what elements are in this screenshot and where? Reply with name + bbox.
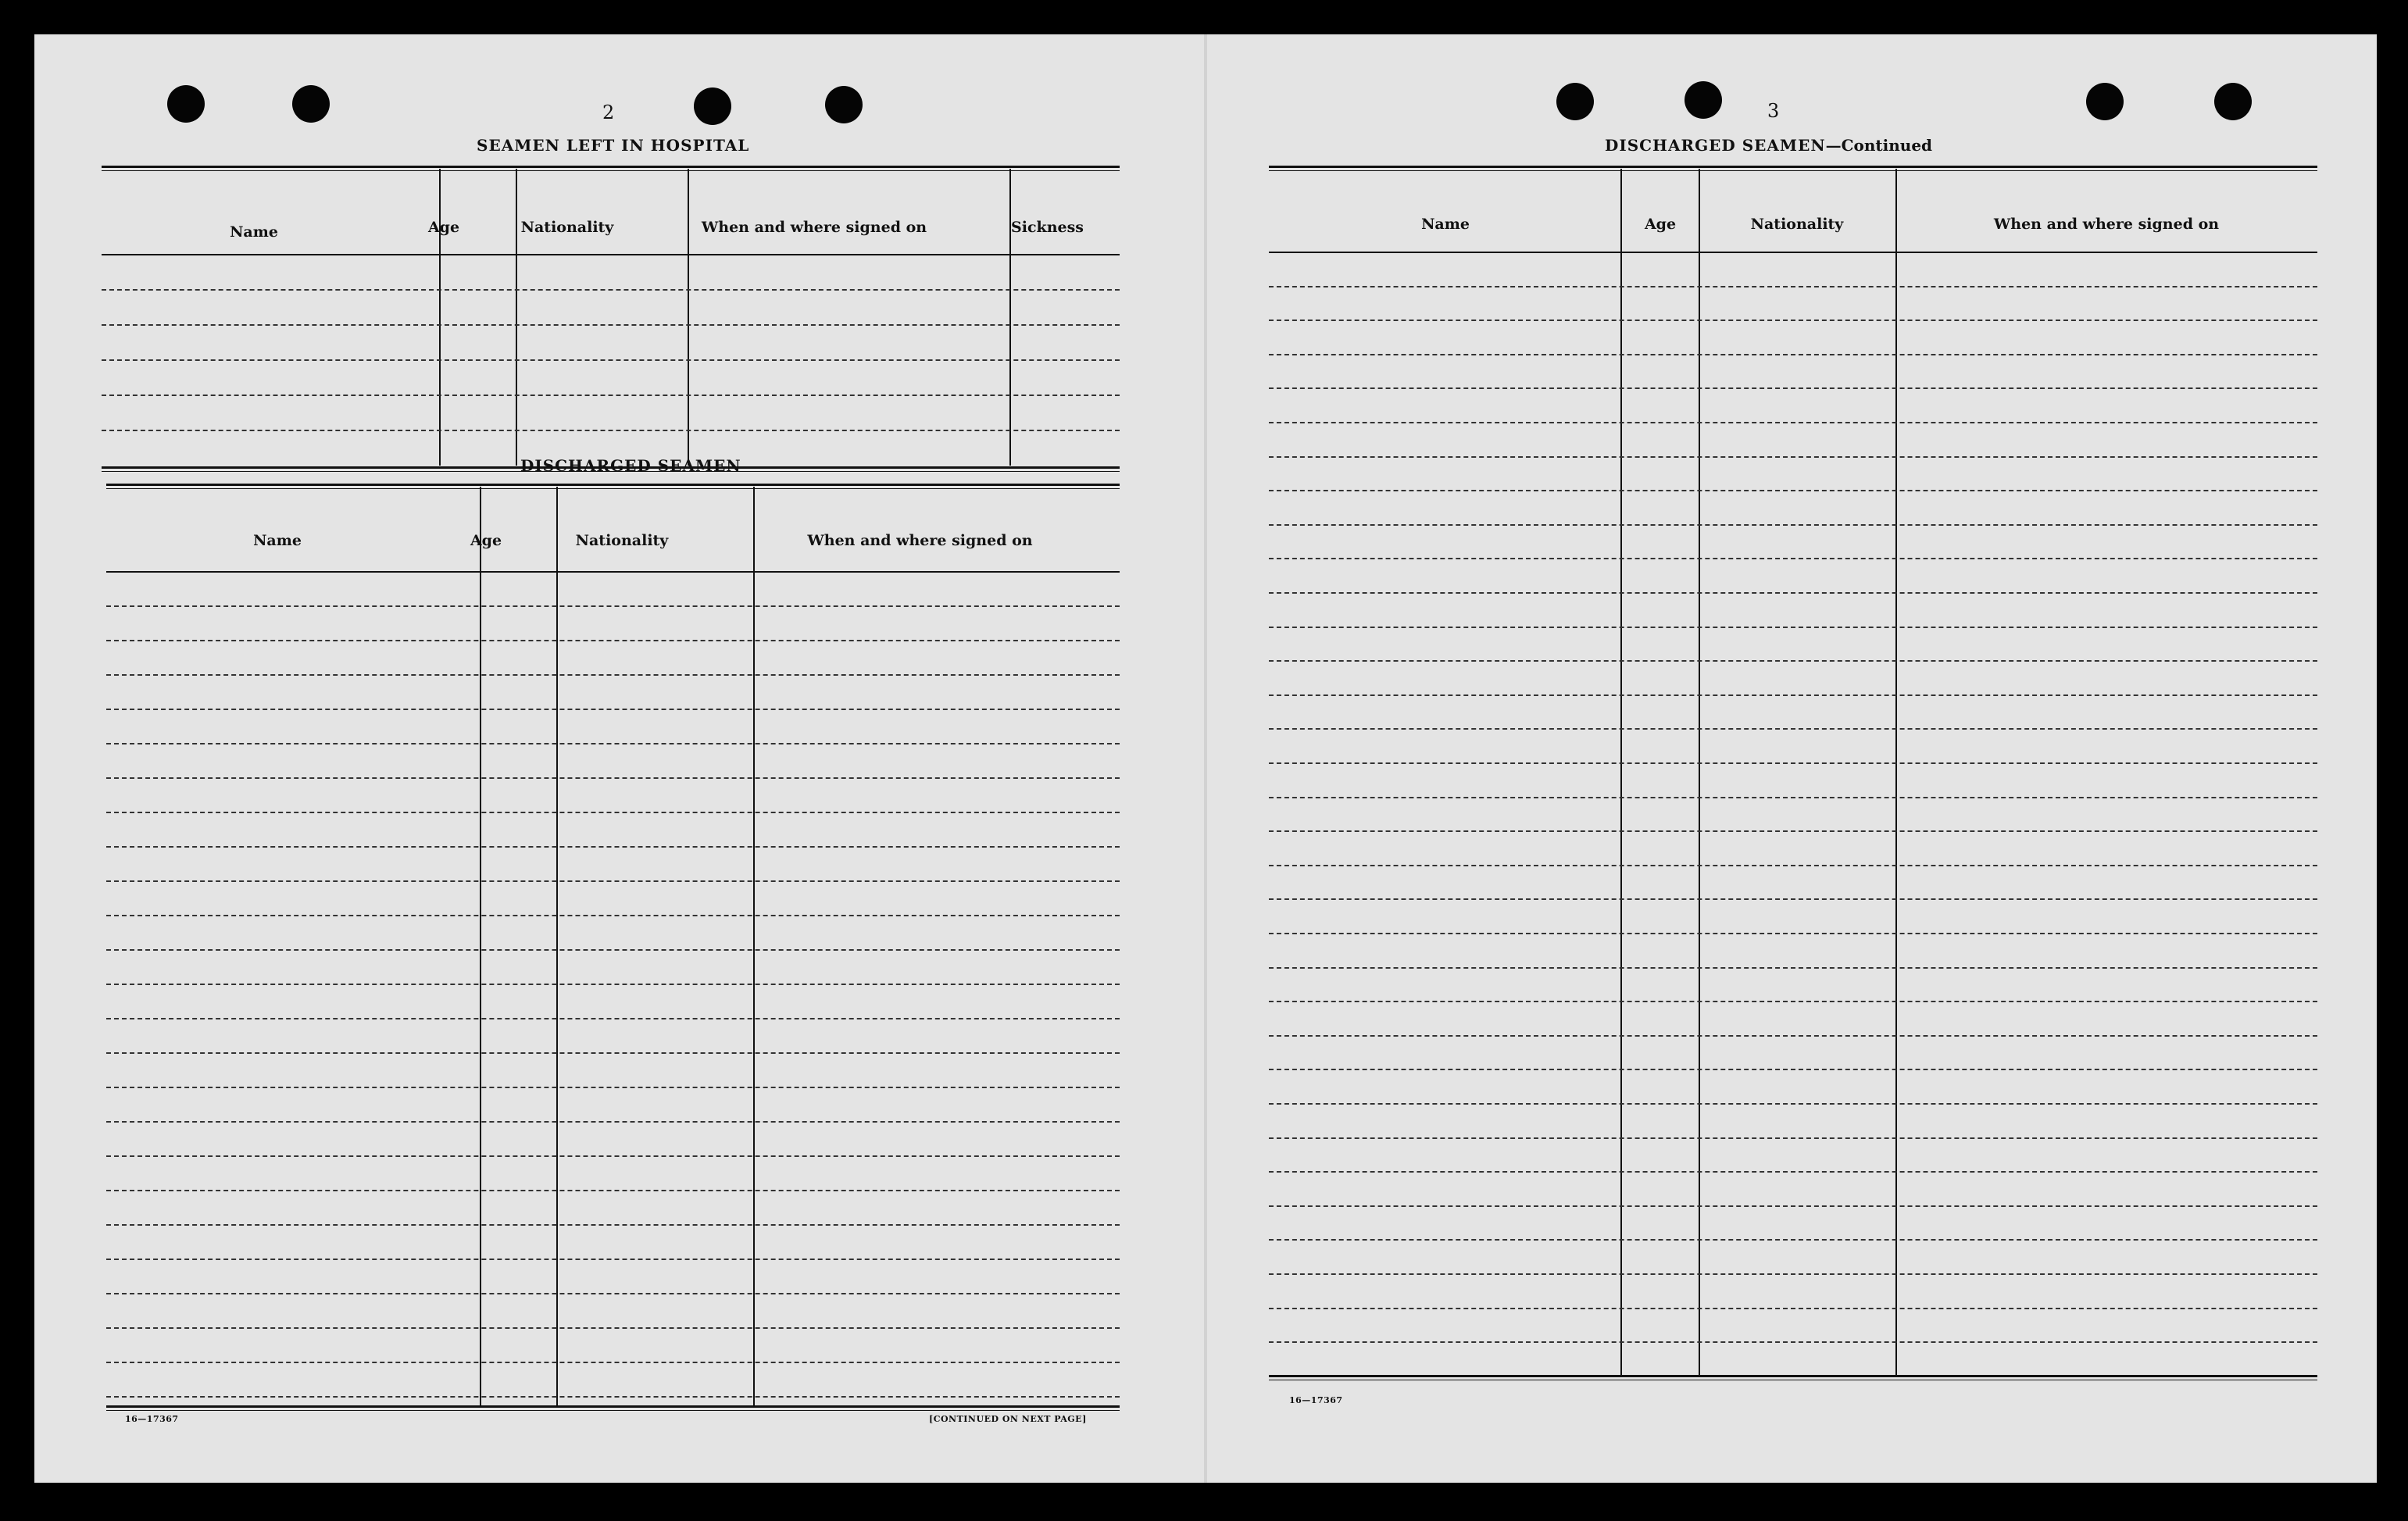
table-row — [106, 1052, 1120, 1054]
page-number: 3 — [1767, 100, 1780, 122]
table-row — [1269, 354, 2317, 355]
table-row — [106, 1224, 1120, 1226]
column-header-age: Age — [470, 532, 502, 549]
table-row — [106, 1155, 1120, 1157]
column-header-name: Name — [253, 532, 302, 549]
table-row — [1269, 1239, 2317, 1241]
header-rule — [106, 571, 1120, 573]
table-row — [106, 1121, 1120, 1123]
discharged-table — [106, 484, 1120, 1415]
column-header-sickness: Sickness — [1011, 219, 1084, 236]
scanned-document — [34, 34, 2377, 1483]
table-row — [1269, 558, 2317, 559]
table-row — [106, 743, 1120, 744]
column-divider — [480, 487, 481, 1407]
table-row — [102, 430, 1120, 431]
table-row — [106, 777, 1120, 779]
table-top-rule — [106, 484, 1120, 489]
column-divider — [1009, 169, 1011, 466]
column-header-nationality: Nationality — [575, 532, 669, 549]
punch-hole — [1685, 81, 1722, 119]
column-header-nationality: Nationality — [520, 219, 614, 236]
table-row — [1269, 694, 2317, 696]
column-divider — [753, 487, 755, 1407]
table-row — [106, 1396, 1120, 1398]
column-divider — [688, 169, 689, 466]
punch-hole — [292, 85, 330, 123]
table-bottom-rule — [1269, 1375, 2317, 1380]
table-row — [1269, 865, 2317, 866]
table-row — [106, 674, 1120, 676]
table-row — [1269, 627, 2317, 628]
table-row — [1269, 1001, 2317, 1002]
table-row — [106, 846, 1120, 848]
punch-hole — [1556, 83, 1594, 120]
column-divider — [516, 169, 517, 466]
title-main: DISCHARGED SEAMEN — [1605, 136, 1826, 155]
form-number: 16—17367 — [125, 1414, 179, 1424]
table-row — [106, 915, 1120, 916]
table-row — [1269, 830, 2317, 832]
table-row — [106, 1327, 1120, 1329]
table-row — [1269, 728, 2317, 730]
table-row — [1269, 660, 2317, 662]
table-row — [1269, 1171, 2317, 1173]
form-number: 16—17367 — [1289, 1395, 1343, 1405]
table-bottom-rule — [106, 1405, 1120, 1411]
table-row — [1269, 422, 2317, 423]
table-row — [106, 1018, 1120, 1019]
table-row — [106, 812, 1120, 813]
table-row — [1269, 967, 2317, 969]
table-row — [106, 709, 1120, 710]
table-row — [106, 880, 1120, 882]
table-row — [102, 395, 1120, 396]
discharged-continued-title — [1605, 136, 1932, 155]
column-divider — [1895, 169, 1897, 1376]
table-row — [1269, 1103, 2317, 1105]
table-row — [1269, 797, 2317, 798]
table-row — [106, 1190, 1120, 1191]
table-row — [1269, 898, 2317, 900]
table-row — [1269, 1069, 2317, 1070]
left-page — [34, 34, 1206, 1483]
discharged-section-title: DISCHARGED SEAMEN — [520, 456, 741, 475]
table-row — [106, 1259, 1120, 1260]
table-row — [102, 359, 1120, 361]
title-suffix: —Continued — [1825, 136, 1933, 155]
page-number: 2 — [602, 102, 615, 123]
table-row — [106, 949, 1120, 951]
table-row — [106, 1087, 1120, 1088]
table-row — [102, 324, 1120, 326]
table-row — [1269, 320, 2317, 321]
column-divider — [1620, 169, 1622, 1376]
column-divider — [439, 169, 441, 466]
column-divider — [1699, 169, 1700, 1376]
table-row — [106, 1293, 1120, 1294]
hospital-table — [102, 166, 1120, 473]
column-header-nationality: Nationality — [1750, 216, 1844, 233]
column-header-signed-on: When and where signed on — [1993, 216, 2220, 233]
punch-hole — [167, 85, 205, 123]
column-header-signed-on: When and where signed on — [807, 532, 1033, 549]
table-top-rule — [102, 166, 1120, 171]
table-row — [1269, 1273, 2317, 1275]
punch-hole — [694, 87, 731, 125]
table-row — [1269, 524, 2317, 526]
table-row — [1269, 387, 2317, 389]
header-rule — [102, 254, 1120, 255]
column-header-name: Name — [1421, 216, 1470, 233]
column-header-name: Name — [230, 223, 278, 241]
table-row — [1269, 592, 2317, 594]
table-row — [102, 289, 1120, 291]
punch-hole — [2086, 83, 2124, 120]
continued-note: [CONTINUED ON NEXT PAGE] — [929, 1414, 1087, 1424]
punch-hole — [825, 86, 863, 123]
discharged-continued-table — [1269, 166, 2317, 1384]
column-header-age: Age — [427, 219, 460, 236]
table-row — [1269, 1137, 2317, 1139]
table-row — [1269, 1308, 2317, 1309]
column-divider — [556, 487, 558, 1407]
table-row — [106, 640, 1120, 641]
table-row — [1269, 456, 2317, 458]
hospital-section-title: SEAMEN LEFT IN HOSPITAL — [477, 136, 750, 155]
table-row — [1269, 1341, 2317, 1343]
table-row — [1269, 933, 2317, 934]
right-page — [1206, 34, 2377, 1483]
table-row — [106, 605, 1120, 607]
punch-hole — [2214, 83, 2252, 120]
column-header-signed-on: When and where signed on — [701, 219, 927, 236]
table-row — [106, 984, 1120, 985]
table-row — [1269, 762, 2317, 764]
column-header-age: Age — [1644, 216, 1677, 233]
table-row — [1269, 1035, 2317, 1037]
table-top-rule — [1269, 166, 2317, 171]
table-row — [106, 1362, 1120, 1363]
header-rule — [1269, 252, 2317, 253]
table-row — [1269, 490, 2317, 491]
table-row — [1269, 286, 2317, 287]
table-row — [1269, 1205, 2317, 1207]
